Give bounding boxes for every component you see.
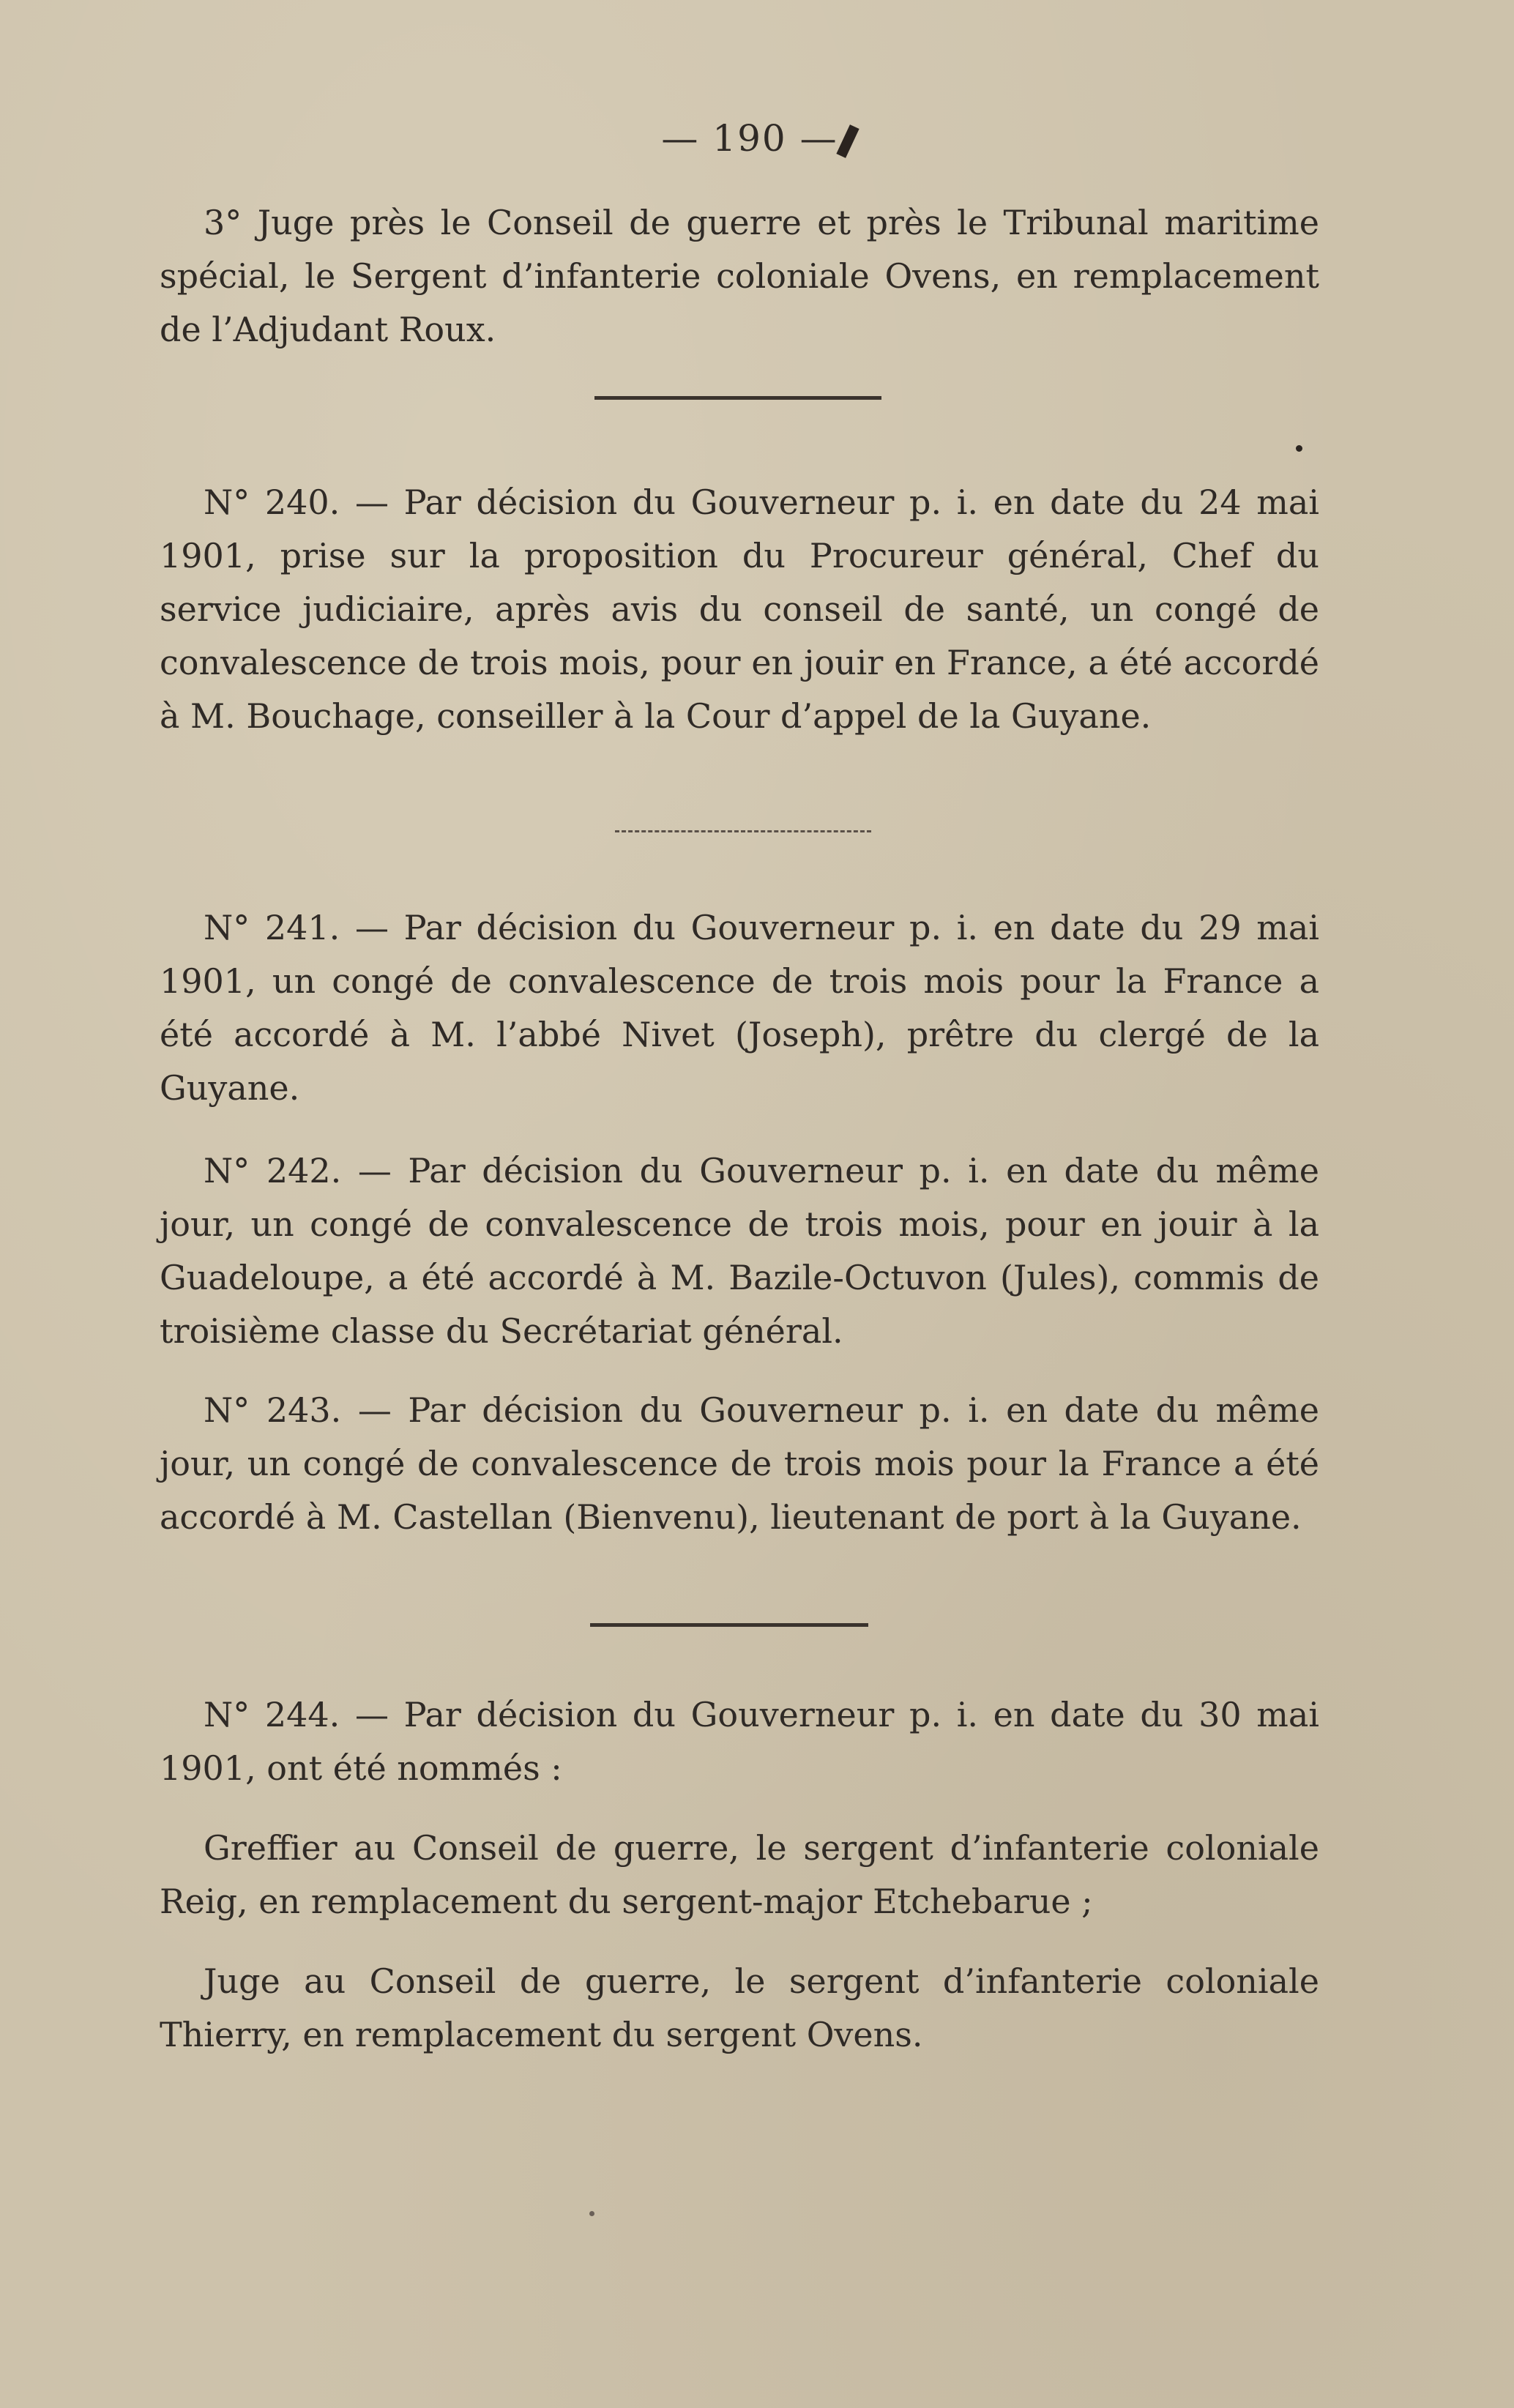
separator-rule <box>594 396 881 400</box>
paragraph: N° 242. — Par décision du Gouverneur p. i. en date du même jour, un congé de convalescence de trois mois, pour en jouir à la Guadeloupe, a été accordé à M. Bazile-Octuvon (Jules), commis de troisième classe du Secrétariat général. <box>160 1151 1319 1351</box>
page-number <box>0 117 1514 160</box>
entry-greffier <box>160 1822 1319 1928</box>
separator-rule <box>615 830 871 832</box>
paragraph: Greffier au Conseil de guerre, le sergent d’infanterie coloniale Reig, en remplacement du sergent-major Etchebarue ; <box>160 1828 1319 1921</box>
paragraph: N° 241. — Par décision du Gouverneur p. i. en date du 29 mai 1901, un congé de convalescence de trois mois pour la France a été accordé à M. l’abbé Nivet (Joseph), prêtre du clergé de la Guyane. <box>160 908 1319 1108</box>
entry-decision-242 <box>160 1144 1319 1358</box>
paragraph: N° 243. — Par décision du Gouverneur p. i. en date du même jour, un congé de convalescence de trois mois pour la France a été accordé à M. Castellan (Bienvenu), lieutenant de port à la Guyane. <box>160 1390 1319 1537</box>
entry-decision-241 <box>160 901 1319 1115</box>
ink-speck <box>589 2211 594 2216</box>
page-number-text: — 190 — <box>661 117 838 160</box>
paragraph: 3° Juge près le Conseil de guerre et près le Tribunal maritime spécial, le Sergent d’infanterie coloniale Ovens, en remplacement de l’Adjudant Roux. <box>160 203 1319 349</box>
paragraph: Juge au Conseil de guerre, le sergent d’infanterie coloniale Thierry, en remplacement du sergent Ovens. <box>160 1961 1319 2054</box>
entry-decision-243 <box>160 1384 1319 1544</box>
ink-mark <box>836 124 859 158</box>
paragraph: N° 240. — Par décision du Gouverneur p. i. en date du 24 mai 1901, prise sur la proposition du Procureur général, Chef du service judiciaire, après avis du conseil de santé, un congé de convalescence de trois mois, pour en jouir en France, a été accordé à M. Bouchage, conseiller à la Cour d’appel de la Guyane. <box>160 482 1319 736</box>
separator-rule <box>590 1623 868 1627</box>
entry-juge-conseil <box>160 196 1319 357</box>
ink-speck <box>1296 445 1302 452</box>
entry-decision-244 <box>160 1688 1319 1795</box>
entry-juge <box>160 1955 1319 2062</box>
entry-decision-240 <box>160 476 1319 743</box>
paragraph: N° 244. — Par décision du Gouverneur p. i. en date du 30 mai 1901, ont été nommés : <box>160 1695 1319 1788</box>
